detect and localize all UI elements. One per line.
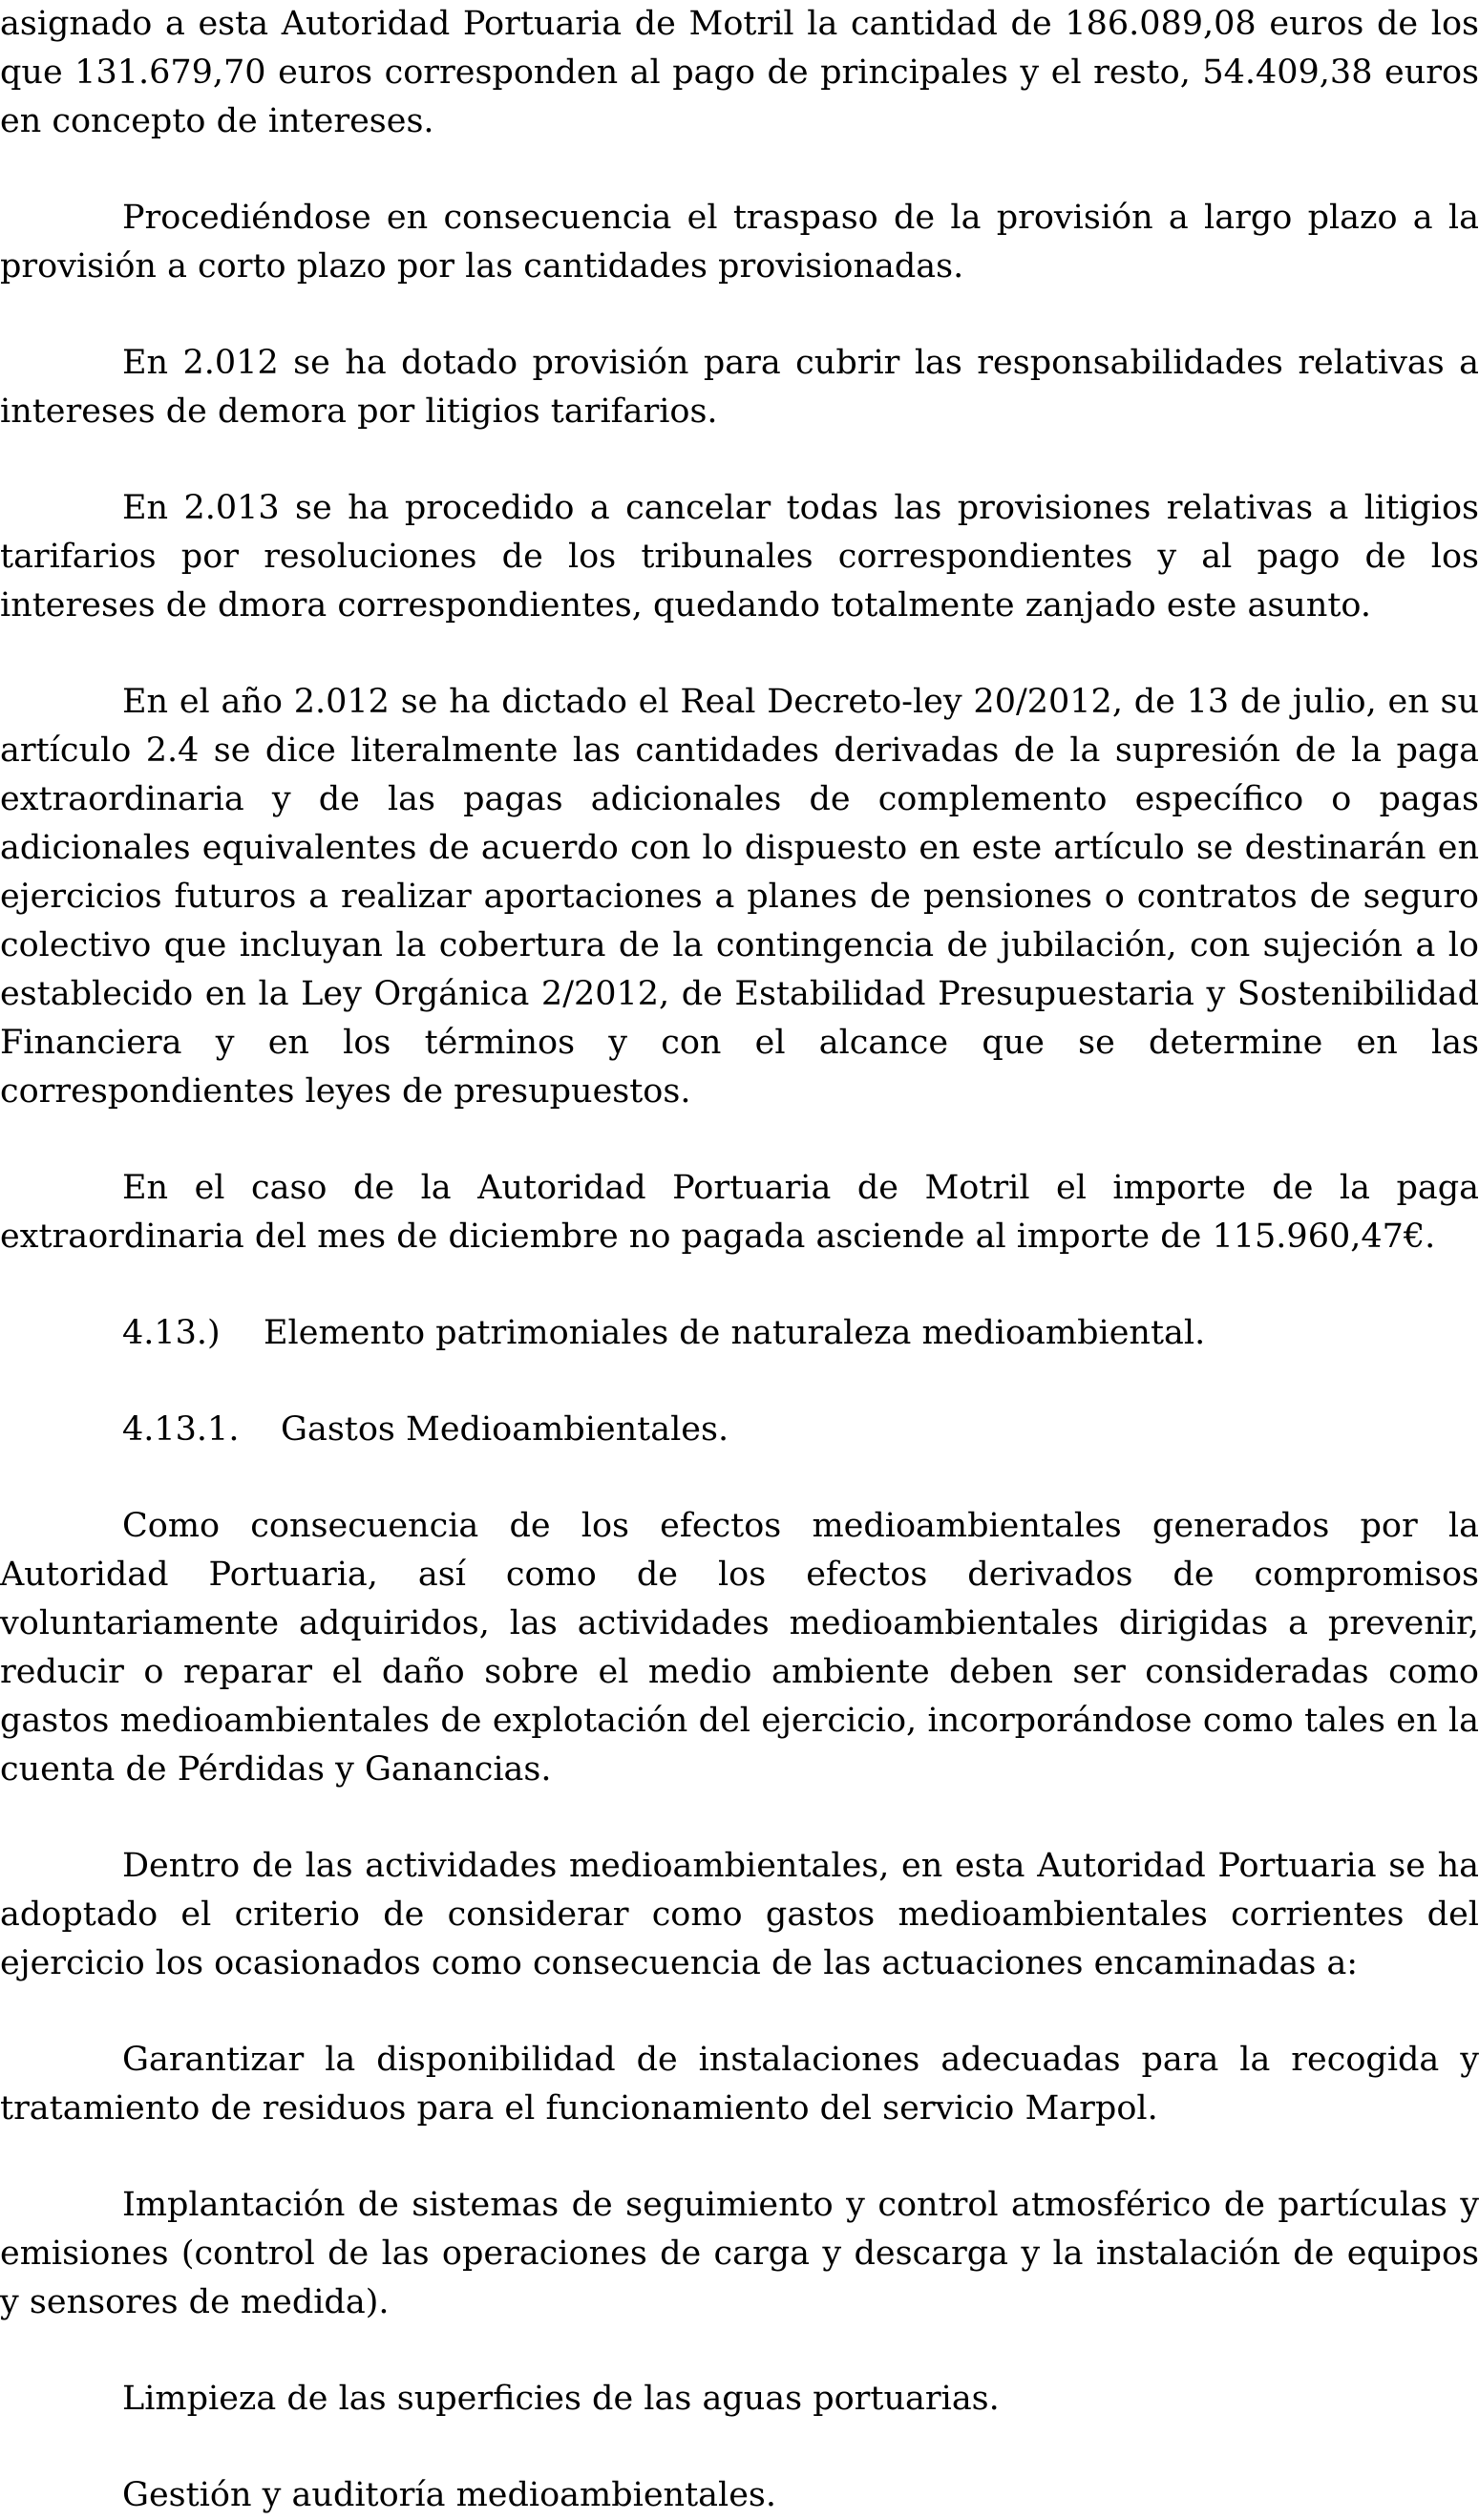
paragraph-2013-cancellation: En 2.013 se ha procedido a cancelar todas las provisiones relativas a litigios tarifarios por resoluciones de los tribunales correspondientes y al pago de los intereses de dmora correspondientes, quedando totalmente zanjado este asunto. <box>0 489 1479 625</box>
section-title: Elemento patrimoniales de naturaleza medioambiental. <box>264 1314 1206 1352</box>
paragraph-real-decreto: En el año 2.012 se ha dictado el Real Decreto-ley 20/2012, de 13 de julio, en su artículo 2.4 se dice literalmente las cantidades derivadas de la supresión de la paga extraordinaria y de las pagas adicionales de complemento específico o pagas adicionales equivalentes de acuerdo con lo dispuesto en este artículo se destinarán en ejercicios futuros a realizar aportaciones a planes de pensiones o contratos de seguro colectivo que incluyan la cobertura de la contingencia de jubilación, con sujeción a lo establecido en la Ley Orgánica 2/2012, de Estabilidad Presupuestaria y Sostenibilidad Financiera y en los términos y con el alcance que se determine en las correspondientes leyes de presupuestos. <box>0 683 1479 1111</box>
paragraph-motril-extra-pay: En el caso de la Autoridad Portuaria de Motril el importe de la paga extraordinaria del mes de diciembre no pagada asciende al importe de 115.960,47€. <box>0 1169 1479 1256</box>
paragraph-water-cleaning: Limpieza de las superficies de las aguas portuarias. <box>122 2380 1000 2418</box>
subsection-number: 4.13.1. <box>122 1410 240 1449</box>
paragraph-continuation: asignado a esta Autoridad Portuaria de Motril la cantidad de 186.089,08 euros de los que 131.679,70 euros corresponden al pago de principales y el resto, 54.409,38 euros en concepto de intereses. <box>0 5 1479 140</box>
subsection-title: Gastos Medioambientales. <box>281 1410 729 1449</box>
section-heading-4-13 <box>0 1309 1479 1358</box>
section-heading-4-13-1 <box>0 1406 1479 1454</box>
paragraph-audit: Gestión y auditoría medioambientales. <box>122 2476 776 2514</box>
paragraph-atmospheric-control: Implantación de sistemas de seguimiento y control atmosférico de partículas y emisiones (control de las operaciones de carga y descarga y la instalación de equipos y sensores de medida). <box>0 2186 1479 2321</box>
paragraph-environmental-effects: Como consecuencia de los efectos medioambientales generados por la Autoridad Portuaria, así como de los efectos derivados de compromisos voluntariamente adquiridos, las actividades medioambientales dirigidas a prevenir, reducir o reparar el daño sobre el medio ambiente deben ser consideradas como gastos medioambientales de explotación del ejercicio, incorporándose como tales en la cuenta de Pérdidas y Ganancias. <box>0 1507 1479 1789</box>
paragraph-environmental-criteria: Dentro de las actividades medioambientales, en esta Autoridad Portuaria se ha adoptado el criterio de considerar como gastos medioambientales corrientes del ejercicio los ocasionados como consecuencia de las actuaciones encaminadas a: <box>0 1847 1479 1982</box>
paragraph-provision-transfer: Procediéndose en consecuencia el traspaso de la provisión a largo plazo a la provisión a corto plazo por las cantidades provisionadas. <box>0 199 1479 286</box>
section-number: 4.13.) <box>122 1314 221 1352</box>
paragraph-marpol: Garantizar la disponibilidad de instalaciones adecuadas para la recogida y tratamiento de residuos para el funcionamiento del servicio Marpol. <box>0 2041 1479 2128</box>
paragraph-2012-provision: En 2.012 se ha dotado provisión para cubrir las responsabilidades relativas a intereses de demora por litigios tarifarios. <box>0 344 1479 431</box>
